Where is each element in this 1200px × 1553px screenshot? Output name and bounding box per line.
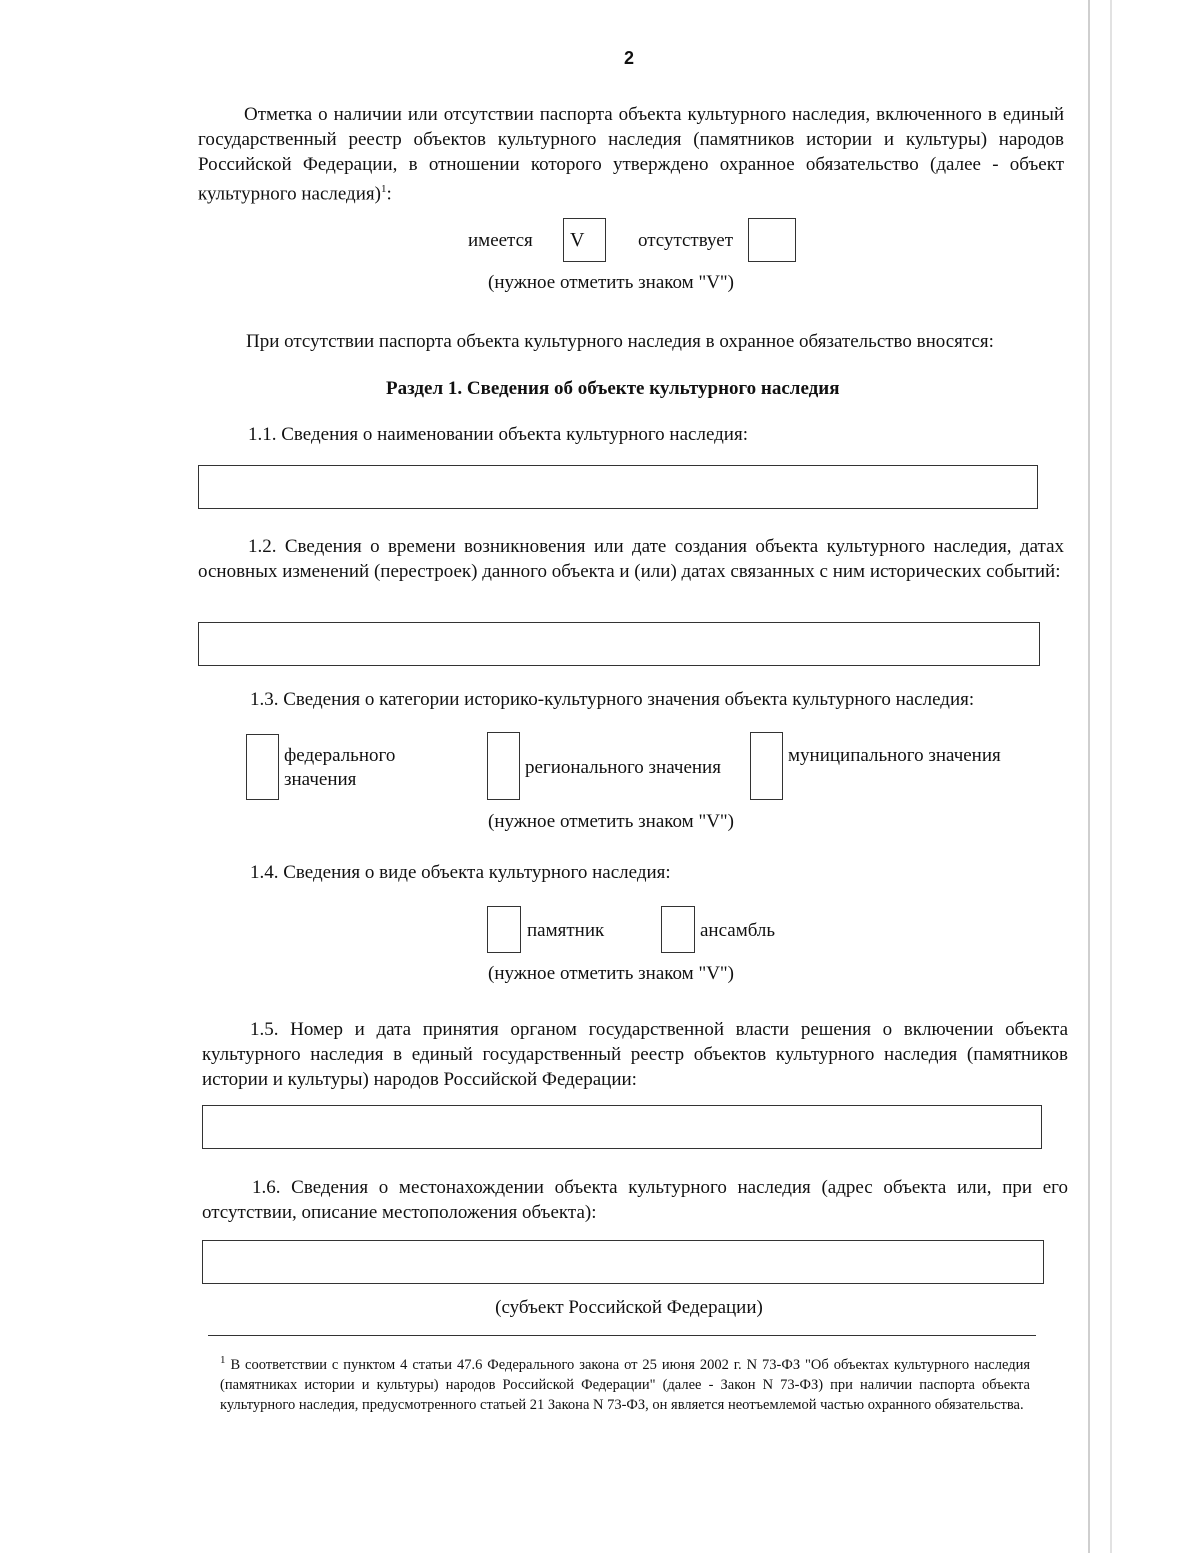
scan-edge	[1110, 0, 1112, 1553]
category-regional-label: регионального значения	[525, 757, 721, 778]
s1-4-label: 1.4. Сведения о виде объекта культурного наследия:	[250, 862, 671, 883]
s1-3-hint: (нужное отметить знаком "V")	[488, 811, 734, 832]
passport-has-mark: V	[570, 229, 585, 251]
footnote-separator	[208, 1335, 1036, 1336]
s1-2-date-field[interactable]	[198, 622, 1040, 666]
category-municipal-checkbox[interactable]	[750, 732, 783, 800]
page-number: 2	[623, 48, 634, 68]
footnote-ref: 1	[380, 183, 387, 195]
category-federal-label-line2: значения	[284, 769, 357, 790]
passport-hint: (нужное отметить знаком "V")	[488, 272, 734, 293]
s1-6-location-field[interactable]	[202, 1240, 1044, 1284]
category-regional-checkbox[interactable]	[487, 732, 520, 800]
passport-has-label: имеется	[468, 230, 533, 251]
s1-6-label: 1.6. Сведения о местонахождении объекта культурного наследия (адрес объекта или, при его отсутствии, описание местоположения объекта):	[202, 1177, 1068, 1223]
type-monument-checkbox[interactable]	[487, 906, 521, 953]
intro-text: Отметка о наличии или отсутствии паспорта объекта культурного наследия, включенного в единый государственный реестр объектов культурного наследия (памятников истории и культуры) народов Российской Федерации, в отношении которого утверждено охранное обязательство (далее - объект культурного наследия)	[198, 104, 1064, 205]
absence-note: При отсутствии паспорта объекта культурного наследия в охранное обязательство вносятся:	[246, 331, 994, 352]
category-federal-label-line1: федерального	[284, 745, 396, 766]
s1-1-name-field[interactable]	[198, 465, 1038, 509]
passport-has-checkbox[interactable]	[563, 218, 606, 262]
s1-6-caption: (субъект Российской Федерации)	[495, 1297, 763, 1318]
category-federal-label	[284, 744, 395, 792]
section-title: Раздел 1. Сведения об объекте культурного наследия	[386, 378, 840, 399]
type-monument-label: памятник	[527, 920, 605, 941]
type-ensemble-label: ансамбль	[700, 920, 776, 941]
footnote-text: В соответствии с пунктом 4 статьи 47.6 Федерального закона от 25 июня 2002 г. N 73-ФЗ "Об объектах культурного наследия (памятниках истории и культуры) народов Российской Федерации" (далее - Закон N 73-ФЗ) при наличии паспорта объекта культурного наследия, предусмотренного статьей 21 Закона N 73-ФЗ, он является неотъемлемой частью охранного обязательства.	[220, 1356, 1030, 1413]
s1-2-label: 1.2. Сведения о времени возникновения или дате создания объекта культурного наследия, датах основных изменений (перестроек) данного объекта и (или) датах связанных с ним исторических событий:	[198, 536, 1064, 582]
s1-3-label: 1.3. Сведения о категории историко-культурного значения объекта культурного наследия:	[250, 689, 975, 710]
s1-1-label: 1.1. Сведения о наименовании объекта культурного наследия:	[248, 424, 748, 445]
intro-paragraph	[198, 102, 1064, 206]
footnote	[220, 1350, 1030, 1415]
s1-5-decision-field[interactable]	[202, 1105, 1042, 1149]
category-municipal-label: муниципального значения	[788, 745, 1001, 766]
passport-absent-checkbox[interactable]	[748, 218, 796, 262]
intro-tail: :	[386, 183, 392, 205]
s1-4-hint: (нужное отметить знаком "V")	[488, 963, 734, 984]
s1-5-label: 1.5. Номер и дата принятия органом государственной власти решения о включении объекта культурного наследия в единый государственный реестр объектов культурного наследия (памятников истории и культуры) народов Российской Федерации:	[202, 1019, 1068, 1090]
footnote-marker: 1	[220, 1354, 226, 1366]
category-federal-checkbox[interactable]	[246, 734, 279, 800]
type-ensemble-checkbox[interactable]	[661, 906, 695, 953]
scan-edge	[1088, 0, 1090, 1553]
passport-absent-label: отсутствует	[638, 230, 734, 251]
